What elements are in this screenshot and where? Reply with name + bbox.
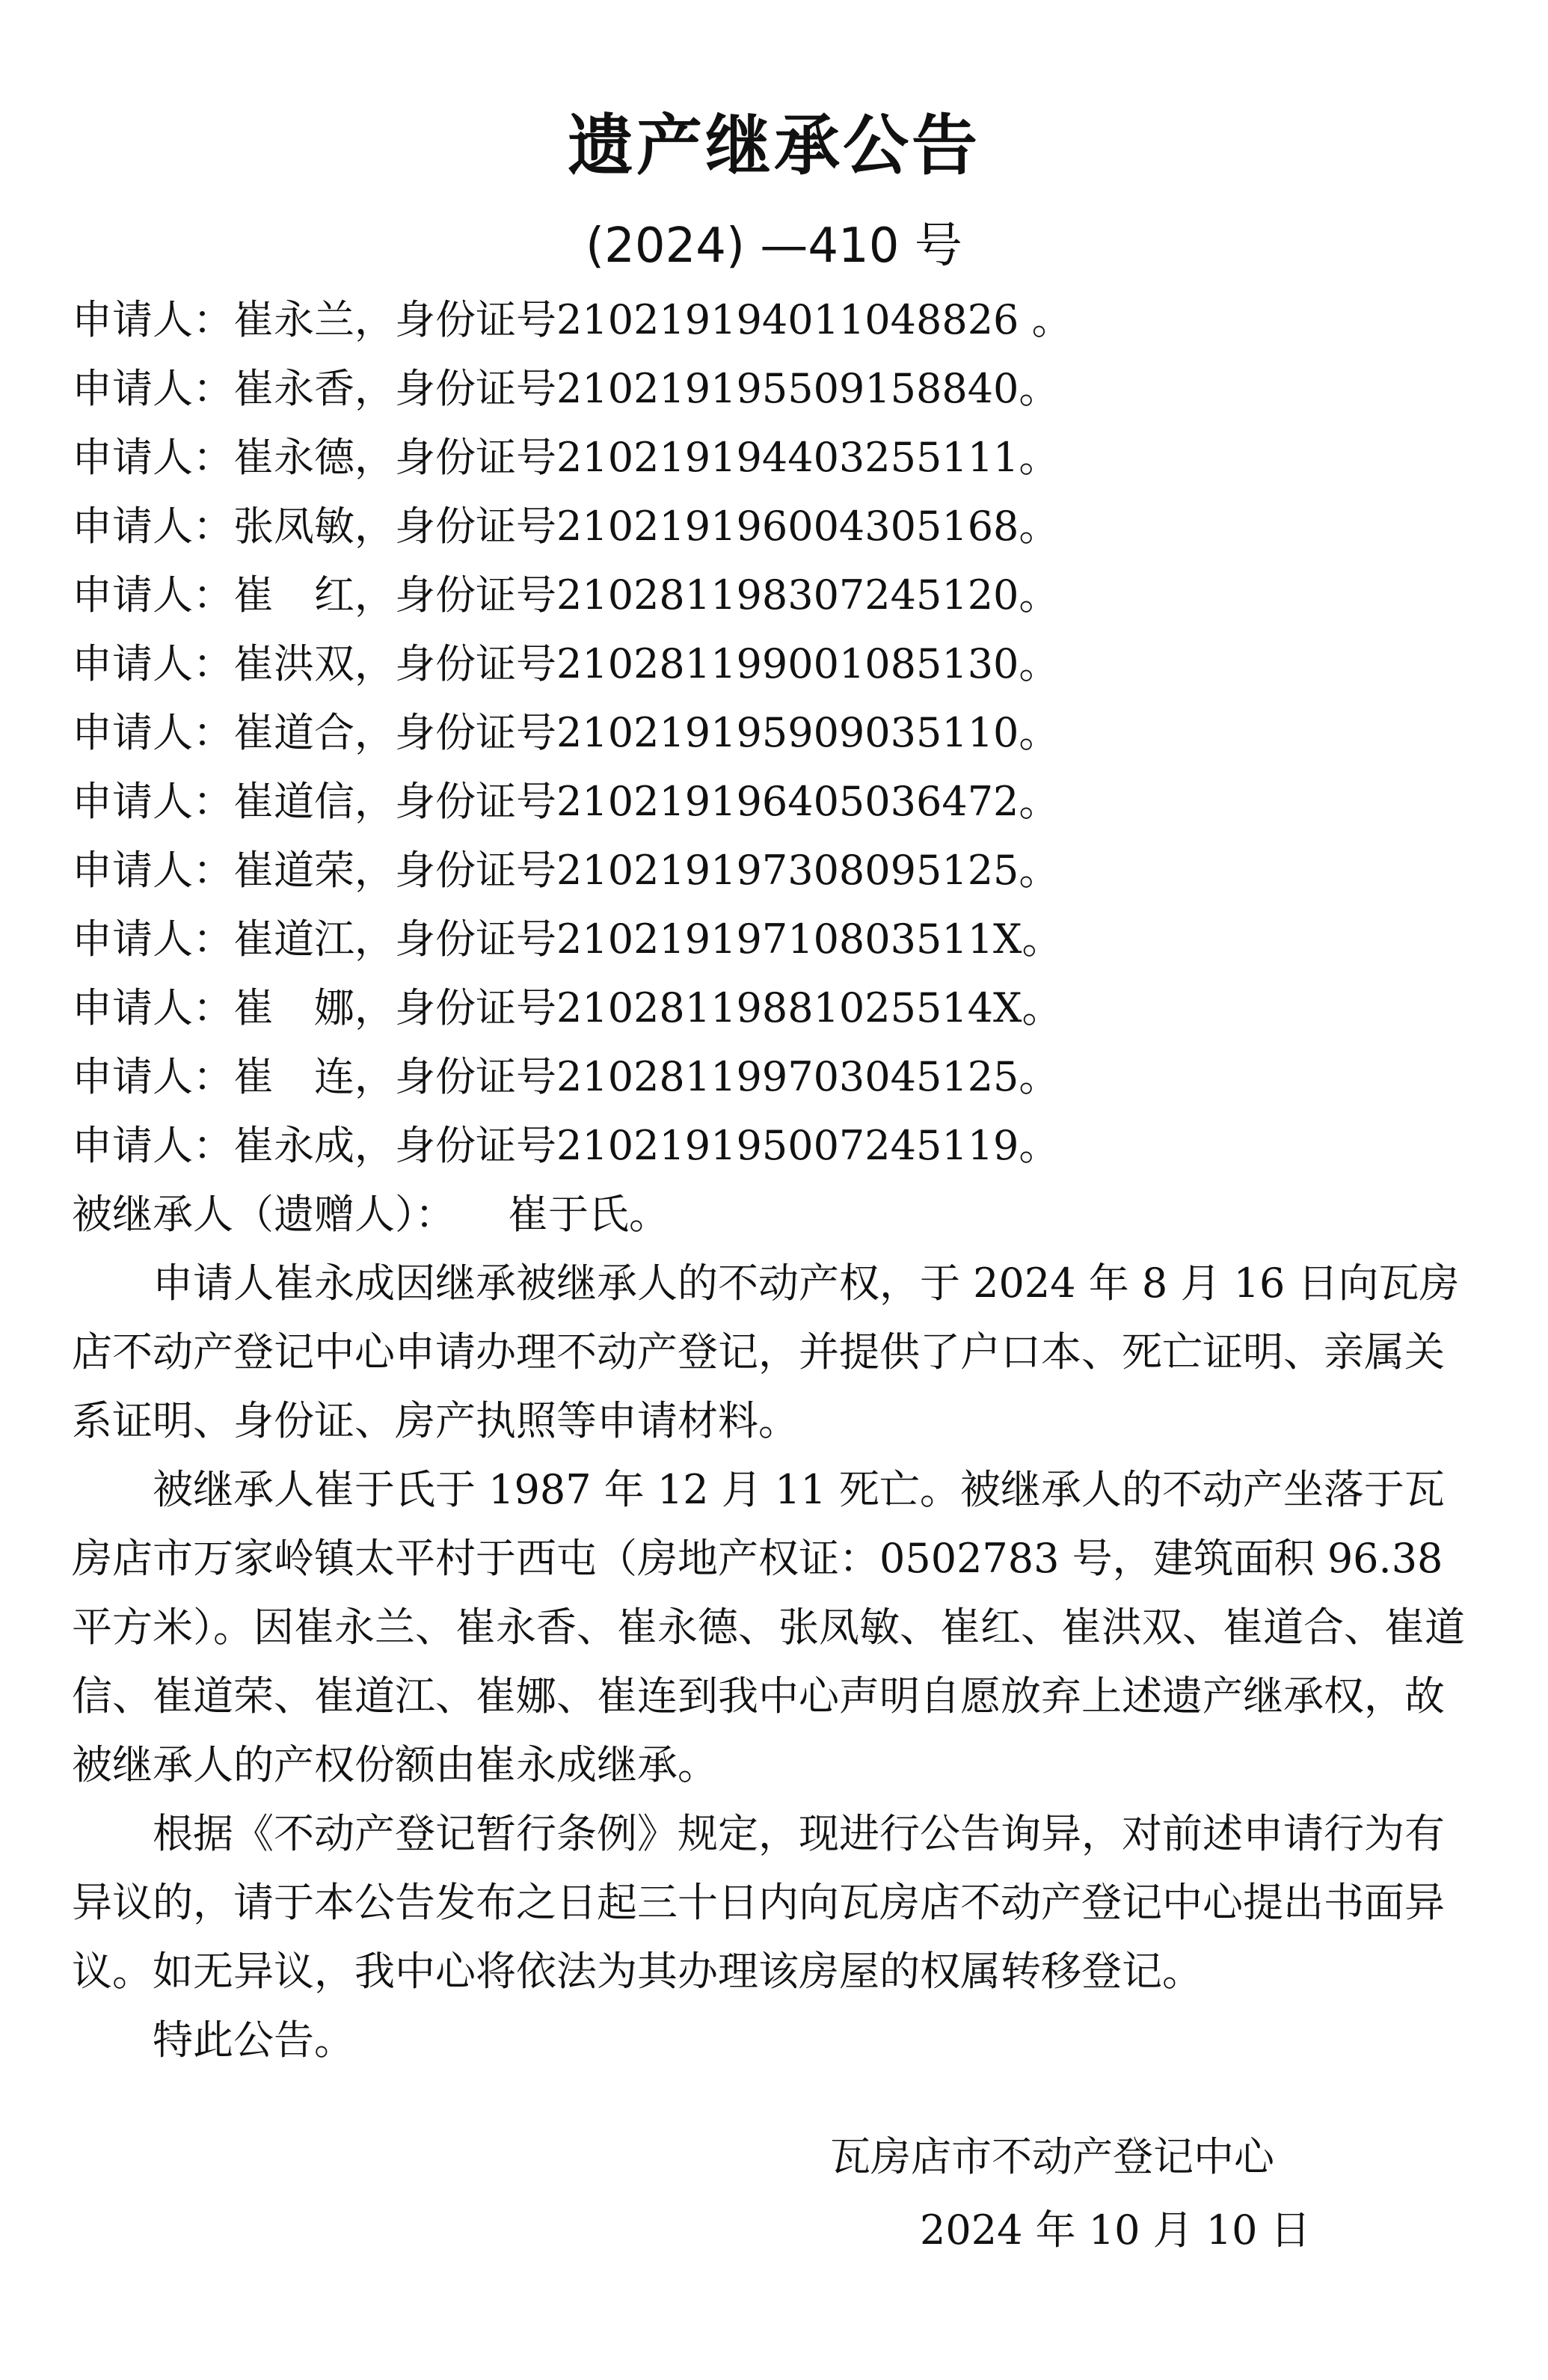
id-label: ，身份证号 [354, 296, 556, 343]
id-label: ，身份证号 [354, 571, 556, 619]
line-end: 。 [1019, 1053, 1060, 1100]
id-number: 210219194011048826 [556, 296, 1019, 343]
line-end: 。 [1022, 915, 1063, 963]
line-end: 。 [1019, 434, 1060, 481]
applicant-name: 崔道合 [233, 709, 354, 756]
applicant-line [72, 561, 1493, 630]
line-end: 。 [1022, 984, 1063, 1031]
id-label: ，身份证号 [354, 915, 556, 963]
id-label: ，身份证号 [354, 434, 556, 481]
applicant-label: 申请人： [72, 984, 233, 1031]
applicant-name: 崔永兰 [233, 296, 354, 343]
decedent-label: 被继承人（遗赠人）： [72, 1191, 455, 1238]
applicant-label: 申请人： [72, 709, 233, 756]
id-label: ，身份证号 [354, 1053, 556, 1100]
document-number: (2024) —410 号 [586, 218, 962, 274]
body-paragraph-objection: 根据《不动产登记暂行条例》规定，现进行公告询异，对前述申请行为有异议的，请于本公告发布之日起三十日内向瓦房店不动产登记中心提出书面异议。如无异议，我中心将依法为其办理该房屋的权属转移登记。 [72, 1810, 1445, 1995]
applicant-label: 申请人： [72, 503, 233, 550]
id-number: 21028119881025514X [556, 984, 1022, 1031]
id-label: ，身份证号 [354, 984, 556, 1031]
applicant-line [72, 836, 1493, 905]
applicant-name: 崔永香 [233, 365, 354, 412]
id-label: ，身份证号 [354, 709, 556, 756]
id-label: ，身份证号 [354, 847, 556, 894]
applicant-line [72, 905, 1493, 974]
line-end: 。 [1019, 709, 1060, 756]
applicant-line [72, 1043, 1493, 1111]
applicant-line [72, 355, 1493, 423]
decedent-line [72, 1180, 669, 1249]
applicant-label: 申请人： [72, 571, 233, 619]
line-end: 。 [1019, 296, 1072, 343]
body-paragraph-closing: 特此公告。 [153, 2016, 354, 2064]
applicant-label: 申请人： [72, 640, 233, 687]
notice-body [72, 1249, 1478, 2075]
applicant-label: 申请人： [72, 1053, 233, 1100]
applicant-list [72, 286, 1493, 1180]
applicant-line [72, 630, 1493, 699]
applicant-name: 崔道江 [233, 915, 354, 963]
id-number: 210219197308095125 [556, 847, 1019, 894]
applicant-name: 崔永德 [233, 434, 354, 481]
id-number: 210219196004305168 [556, 503, 1019, 550]
applicant-name: 张凤敏 [233, 503, 354, 550]
applicant-name: 崔 红 [233, 571, 354, 619]
decedent-name: 崔于氏。 [508, 1191, 669, 1238]
id-number: 210219195909035110 [556, 709, 1019, 756]
line-end: 。 [1019, 571, 1060, 619]
applicant-label: 申请人： [72, 847, 233, 894]
body-paragraph-property: 被继承人崔于氏于 1987 年 12 月 11 死亡。被继承人的不动产坐落于瓦房店市万家岭镇太平村于西屯（房地产权证：0502783 号，建筑面积 96.38 平方米）。因崔永兰、崔永香、崔永德、张凤敏、崔红、崔洪双、崔道合、崔道信、崔道荣、崔道江、崔娜、崔连到我中心声明自愿放弃上述遗产继承权，故被继承人的产权份额由崔永成继承。 [72, 1466, 1465, 1788]
applicant-name: 崔洪双 [233, 640, 354, 687]
body-paragraph-application: 申请人崔永成因继承被继承人的不动产权，于 2024 年 8 月 16 日向瓦房店不动产登记中心申请办理不动产登记，并提供了户口本、死亡证明、亲属关系证明、身份证、房产执照等申请材料。 [72, 1260, 1460, 1444]
id-number: 210219194403255111 [556, 434, 1019, 481]
id-number: 210219195509158840 [556, 365, 1019, 412]
line-end: 。 [1019, 1122, 1060, 1169]
issue-date: 2024 年 10 月 10 日 [920, 2206, 1311, 2254]
line-end: 。 [1019, 778, 1060, 825]
applicant-line [72, 767, 1493, 836]
id-label: ，身份证号 [354, 1122, 556, 1169]
applicant-name: 崔 连 [233, 1053, 354, 1100]
id-number: 210219196405036472 [556, 778, 1019, 825]
line-end: 。 [1019, 640, 1060, 687]
applicant-label: 申请人： [72, 915, 233, 963]
applicant-line [72, 974, 1493, 1043]
applicant-label: 申请人： [72, 296, 233, 343]
applicant-label: 申请人： [72, 778, 233, 825]
id-number: 210281199703045125 [556, 1053, 1019, 1100]
line-end: 。 [1019, 847, 1060, 894]
id-label: ，身份证号 [354, 778, 556, 825]
id-number: 210281198307245120 [556, 571, 1019, 619]
applicant-name: 崔 娜 [233, 984, 354, 1031]
line-end: 。 [1019, 365, 1060, 412]
applicant-line [72, 423, 1493, 492]
applicant-label: 申请人： [72, 365, 233, 412]
id-label: ，身份证号 [354, 503, 556, 550]
issuing-organization: 瓦房店市不动产登记中心 [830, 2133, 1274, 2180]
id-number: 210219195007245119 [556, 1122, 1019, 1169]
applicant-label: 申请人： [72, 1122, 233, 1169]
notice-title: 遗产继承公告 [567, 107, 980, 184]
applicant-name: 崔道荣 [233, 847, 354, 894]
applicant-name: 崔道信 [233, 778, 354, 825]
applicant-line [72, 699, 1493, 767]
applicant-line [72, 1111, 1493, 1180]
id-label: ，身份证号 [354, 365, 556, 412]
line-end: 。 [1019, 503, 1060, 550]
applicant-line [72, 492, 1493, 561]
applicant-label: 申请人： [72, 434, 233, 481]
applicant-name: 崔永成 [233, 1122, 354, 1169]
id-number: 21021919710803511X [556, 915, 1022, 963]
applicant-line [72, 286, 1493, 355]
id-label: ，身份证号 [354, 640, 556, 687]
id-number: 210281199001085130 [556, 640, 1019, 687]
